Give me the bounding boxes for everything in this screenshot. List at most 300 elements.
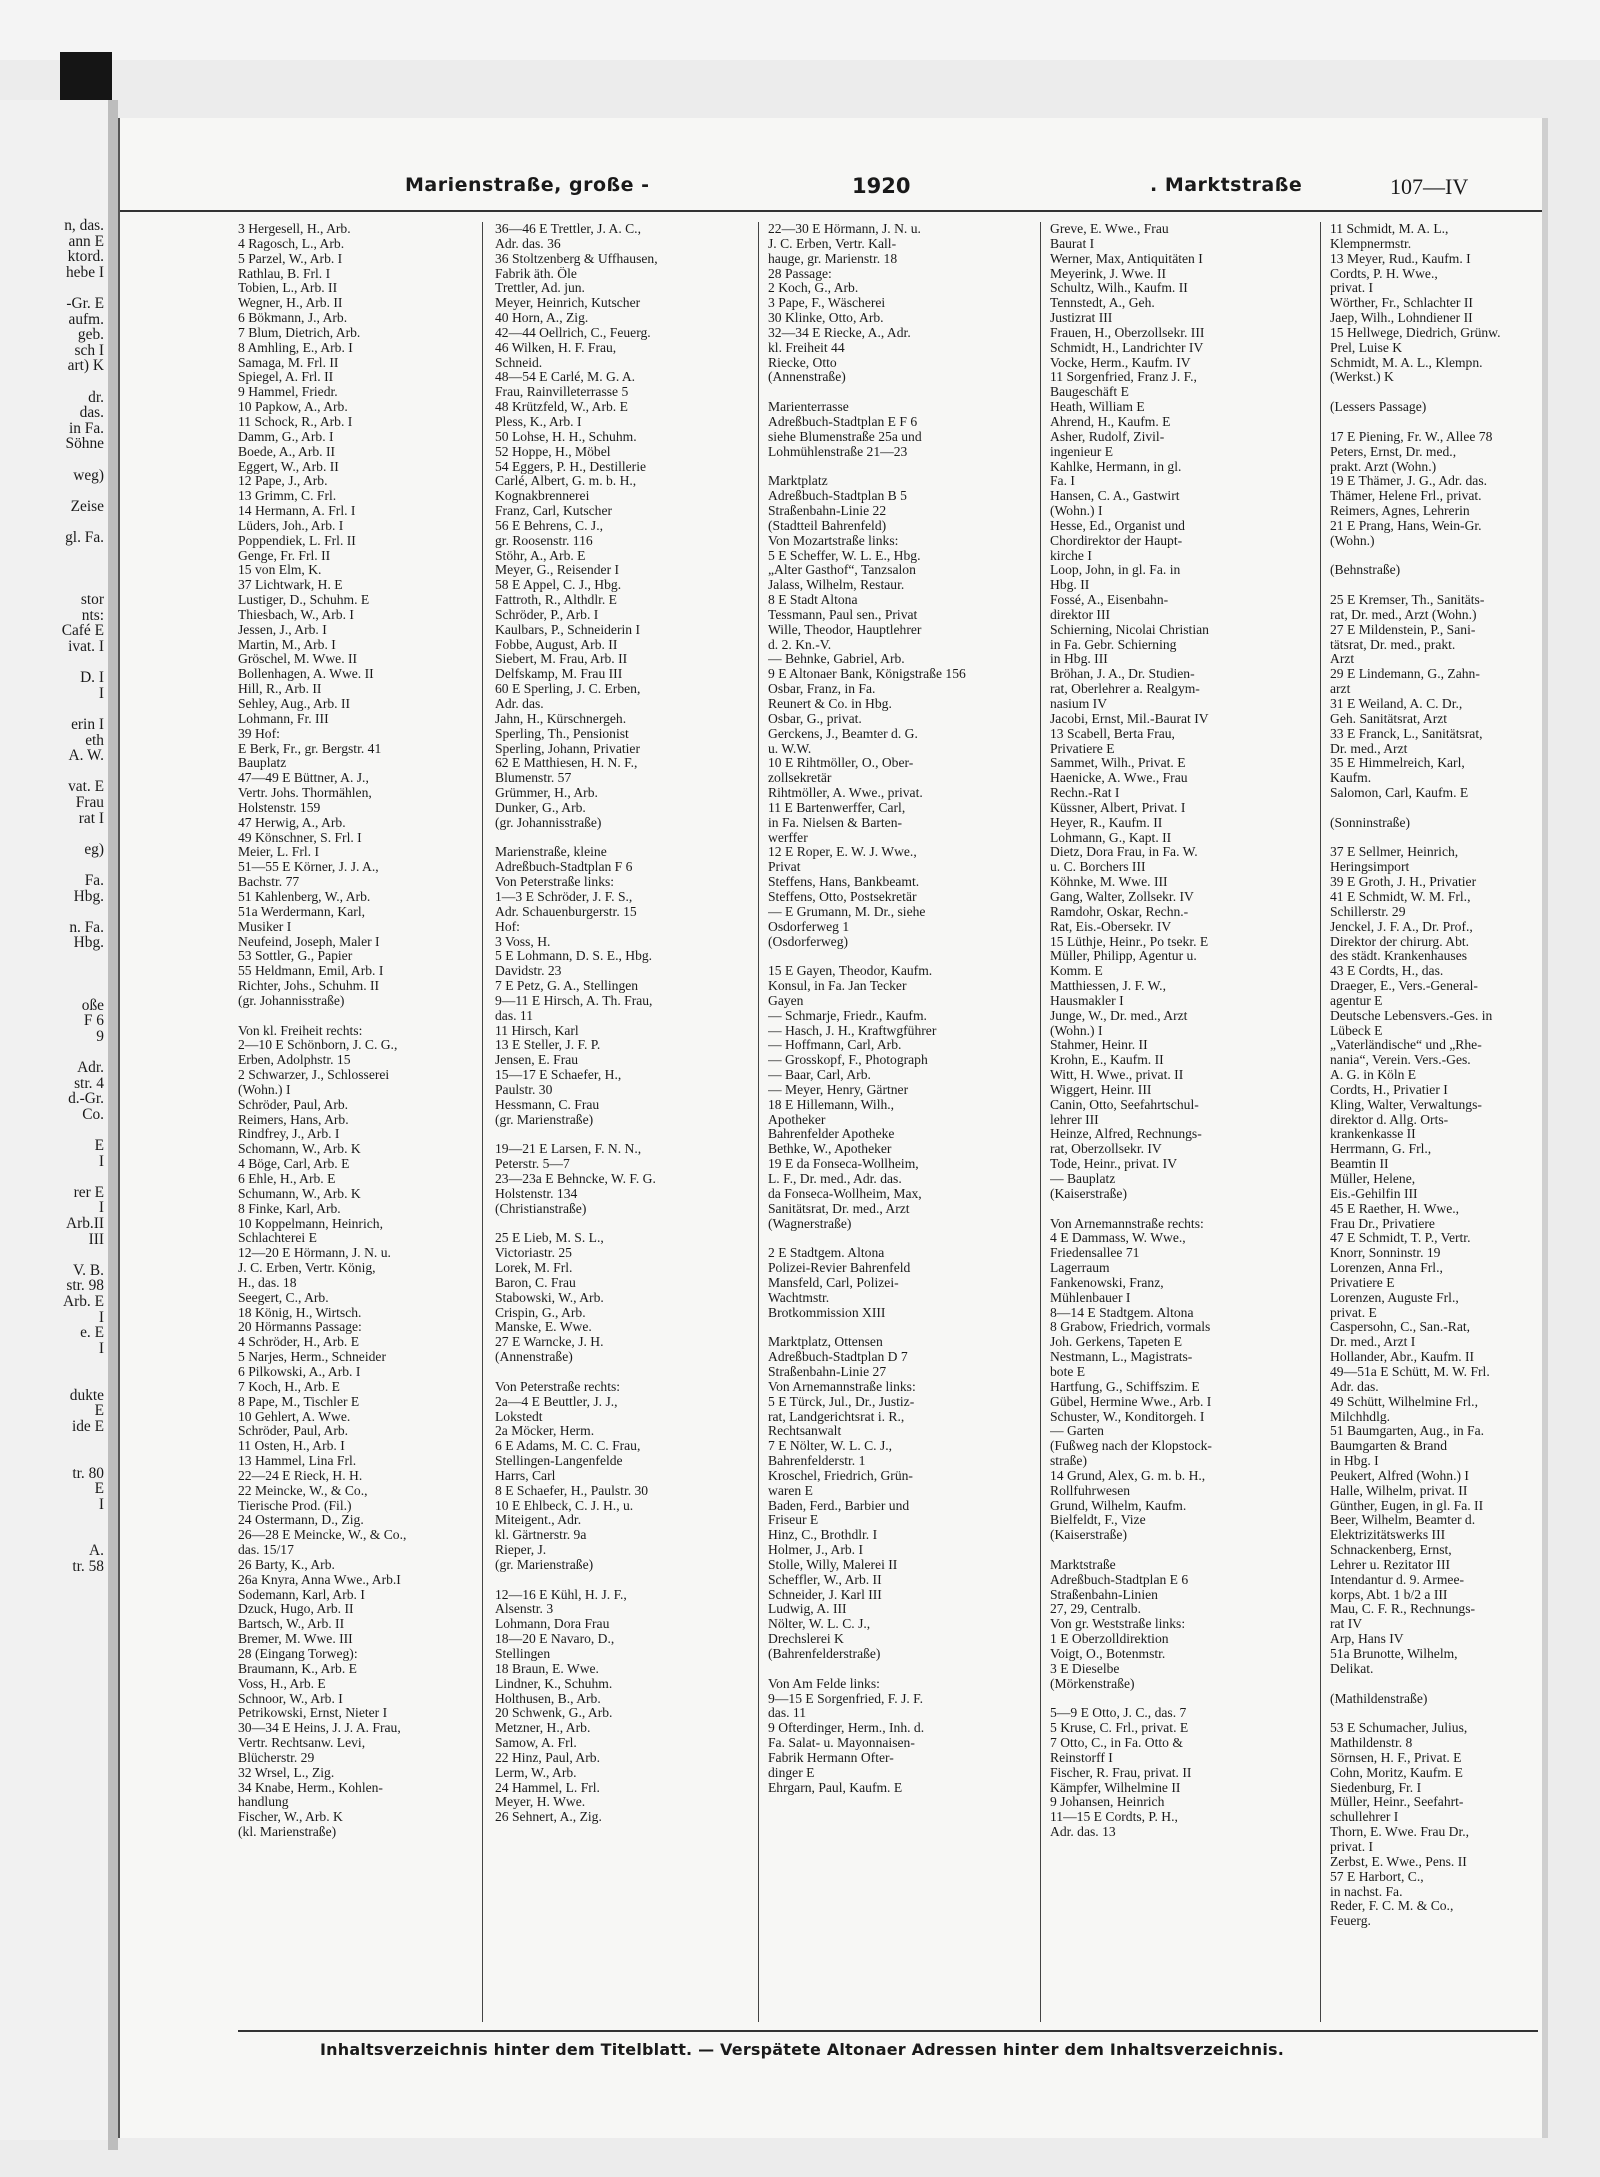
fragment-line: erin I [71, 716, 104, 733]
fragment-line: rat I [78, 809, 104, 827]
directory-line: Samow, A. Frl. [495, 1736, 577, 1751]
directory-line: 49—51a E Schütt, M. W. Frl. [1330, 1364, 1490, 1379]
fragment-line: sch I [74, 341, 104, 359]
directory-line: Friseur E [768, 1513, 819, 1528]
directory-line: Baugeschäft E [1050, 385, 1129, 400]
directory-line: Franz, Carl, Kutscher [495, 504, 613, 519]
fragment-line: Söhne [65, 435, 104, 453]
directory-line: Adreßbuch-Stadtplan D 7 [768, 1350, 908, 1365]
directory-line: da Fonseca-Wollheim, Max, [768, 1186, 922, 1201]
fragment-line [0, 857, 104, 873]
directory-line: 11 Hirsch, Karl [495, 1023, 579, 1038]
directory-line: 8 E Stadt Altona [768, 593, 858, 608]
directory-line: 11 Schock, R., Arb. I [238, 414, 353, 429]
directory-line: Richter, Johs., Schuhm. II [238, 979, 380, 994]
fragment-line: dr. [88, 388, 104, 406]
directory-line: straße) [1050, 1454, 1087, 1469]
directory-line: 27, 29, Centralb. [1050, 1602, 1141, 1617]
directory-line: — Meyer, Henry, Gärtner [768, 1082, 909, 1097]
directory-line: Kaulbars, P., Schneiderin I [495, 622, 640, 637]
directory-line: 9 E Altonaer Bank, Königstraße 156 [768, 667, 966, 682]
directory-line: Adr. Schauenburgerstr. 15 [495, 904, 637, 919]
directory-line: Hollander, Abr., Kaufm. II [1330, 1350, 1475, 1365]
directory-line: Eggert, W., Arb. II [238, 459, 339, 474]
directory-line: 25 E Kremser, Th., Sanitäts- [1330, 593, 1485, 608]
directory-line [1050, 1692, 1312, 1707]
directory-line: (kl. Marienstraße) [238, 1825, 337, 1840]
directory-line: (Mörkenstraße) [1050, 1676, 1135, 1691]
directory-line: Asher, Rudolf, Zivil- [1050, 429, 1165, 444]
directory-line: 36—46 E Trettler, J. A. C., [495, 222, 641, 236]
directory-line: 20 Hörmanns Passage: [238, 1320, 362, 1335]
directory-line: Stellingen-Langenfelde [495, 1454, 623, 1469]
directory-line: dinger E [768, 1765, 815, 1780]
directory-line [1050, 1543, 1312, 1558]
fragment-line [0, 1356, 104, 1372]
directory-line: Stolle, Willy, Malerei II [768, 1557, 898, 1572]
directory-line: 40 Horn, A., Zig. [495, 311, 589, 326]
directory-line: Polizei-Revier Bahrenfeld [768, 1261, 911, 1276]
directory-line: 32—34 E Riecke, A., Adr. [768, 325, 911, 340]
directory-line: 47—49 E Büttner, A. J., [238, 771, 369, 786]
directory-line: Günther, Eugen, in gl. Fa. II [1330, 1498, 1484, 1513]
footer-rule [238, 2030, 1538, 2032]
directory-line: 30 Klinke, Otto, Arb. [768, 311, 884, 326]
directory-line [1330, 801, 1535, 816]
directory-column-2 [495, 222, 750, 2032]
directory-line: 10 E Ehlbeck, C. J. H., u. [495, 1498, 634, 1513]
directory-line: Werner, Max, Antiquitäten I [1050, 251, 1203, 266]
directory-line: Knorr, Sonninstr. 19 [1330, 1246, 1441, 1261]
directory-line: Bachstr. 77 [238, 875, 300, 890]
directory-line: Delikat. [1330, 1661, 1374, 1676]
directory-line: 47 E Schmidt, T. P., Vertr. [1330, 1231, 1471, 1246]
directory-line: Damm, G., Arb. I [238, 429, 334, 444]
fragment-line [0, 1450, 104, 1466]
directory-line: 9 Hammel, Friedr. [238, 385, 338, 400]
directory-line: Bahrenfelder Apotheke [768, 1127, 895, 1142]
directory-line: 13 Scabell, Berta Frau, [1050, 726, 1175, 741]
directory-line: Marktplatz [768, 474, 828, 489]
page-header [120, 174, 1542, 204]
directory-line [1330, 1706, 1535, 1721]
directory-line: Thorn, E. Wwe. Frau Dr., [1330, 1825, 1470, 1840]
directory-line: 26 Sehnert, A., Zig. [495, 1810, 602, 1825]
directory-line: 2 E Stadtgem. Altona [768, 1246, 885, 1261]
directory-line: Von Mozartstraße links: [768, 533, 899, 548]
directory-line: Apotheker [768, 1112, 826, 1127]
directory-line: Hansen, C. A., Gastwirt [1050, 489, 1180, 504]
directory-line: Schmidt, H., Landrichter IV [1050, 340, 1204, 355]
directory-line: 10 E Rihtmöller, O., Ober- [768, 756, 914, 771]
directory-line: Wiggert, Heinr. III [1050, 1082, 1152, 1097]
directory-line: 10 Koppelmann, Heinrich, [238, 1216, 383, 1231]
directory-line: 51 Kahlenberg, W., Arb. [238, 889, 371, 904]
directory-line: Kämpfer, Wilhelmine II [1050, 1780, 1181, 1795]
directory-line: Küssner, Albert, Privat. I [1050, 800, 1186, 815]
directory-line: Drechslerei K [768, 1632, 844, 1647]
directory-line: Tode, Heinr., privat. IV [1050, 1157, 1178, 1172]
directory-line: Hinz, C., Brothdlr. I [768, 1528, 878, 1543]
directory-line: Bahrenfelderstr. 1 [768, 1454, 866, 1469]
directory-line: kirche I [1050, 548, 1092, 563]
directory-line: 20 Schwenk, G., Arb. [495, 1706, 613, 1721]
directory-line [238, 1009, 468, 1024]
directory-line: Heringsimport [1330, 860, 1410, 875]
directory-line: (Behnstraße) [1330, 563, 1401, 578]
fragment-line: E [94, 1402, 104, 1420]
directory-line: Eis.-Gehilfin III [1330, 1186, 1418, 1201]
directory-line: 2—10 E Schönborn, J. C. G., [238, 1038, 398, 1053]
directory-line: Rechn.-Rat I [1050, 786, 1120, 801]
directory-line: Milchhdlg. [1330, 1409, 1391, 1424]
directory-line: Stahmer, Heinr. II [1050, 1038, 1148, 1053]
directory-line: 62 E Matthiesen, H. N. F., [495, 756, 638, 771]
directory-line: Dunker, G., Arb. [495, 800, 586, 815]
directory-line: Fobbe, August, Arb. II [495, 637, 618, 652]
directory-line: Rathlau, B. Frl. I [238, 266, 331, 281]
directory-line: 26a Knyra, Anna Wwe., Arb.I [238, 1572, 401, 1587]
directory-line: Straßenbahn-Linie 27 [768, 1364, 887, 1379]
directory-line: 3 E Dieselbe [1050, 1661, 1120, 1676]
fragment-line [0, 951, 104, 967]
fragment-line: Fa. [84, 871, 104, 889]
directory-line: A. G. in Köln E [1330, 1068, 1417, 1083]
directory-line: (Wohn.) I [1050, 1023, 1103, 1038]
fragment-line: Co. [82, 1105, 104, 1123]
directory-line: Schneider, J. Karl III [768, 1587, 882, 1602]
directory-line: Vertr. Rechtsanw. Levi, [238, 1736, 366, 1751]
directory-line: Stellingen [495, 1647, 551, 1661]
directory-line: Carlé, Albert, G. m. b. H., [495, 474, 637, 489]
directory-line: (gr. Marienstraße) [495, 1557, 594, 1572]
directory-line: 55 Heldmann, Emil, Arb. I [238, 964, 384, 979]
page-number: 107—IV [1390, 174, 1469, 199]
directory-line: Ahrend, H., Kaufm. E [1050, 414, 1171, 429]
directory-line: (Kaiserstraße) [1050, 1186, 1127, 1201]
directory-line: 50 Lohse, H. H., Schuhm. [495, 429, 637, 444]
directory-line: Wachtmstr. [768, 1290, 830, 1305]
directory-line: Lübeck E [1330, 1023, 1383, 1038]
fragment-line [0, 1372, 104, 1388]
directory-line: Dzuck, Hugo, Arb. II [238, 1602, 354, 1617]
directory-line: Reunert & Co. in Hbg. [768, 697, 892, 711]
directory-line: Fabrik Hermann Ofter- [768, 1750, 894, 1765]
directory-line: Poppendiek, L. Frl. II [238, 533, 356, 548]
directory-line: 60 E Sperling, J. C. Erben, [495, 682, 641, 697]
directory-line: Schultz, Wilh., Kaufm. II [1050, 281, 1188, 296]
fragment-line: ktord. [67, 248, 104, 266]
directory-line: Junge, W., Dr. med., Arzt [1050, 1008, 1188, 1023]
directory-line: (Wohn.) I [238, 1082, 291, 1097]
fragment-line: n. Fa. [69, 918, 104, 936]
directory-line [768, 1320, 1033, 1335]
directory-line: Schröder, Paul, Arb. [238, 1424, 349, 1439]
directory-line: Rechtsanwalt [768, 1424, 842, 1439]
directory-line: Hartfung, G., Schiffszim. E [1050, 1379, 1200, 1394]
directory-line: 14 Hermann, A. Frl. I [238, 504, 356, 519]
directory-line: waren E [768, 1483, 813, 1498]
directory-line: 26—28 E Meincke, W., & Co., [238, 1528, 407, 1543]
directory-line: Siebert, M. Frau, Arb. II [495, 652, 628, 667]
directory-line: (Mathildenstraße) [1330, 1691, 1428, 1706]
directory-line: Adr. das. 13 [1050, 1825, 1116, 1840]
directory-line: 2 Koch, G., Arb. [768, 281, 859, 296]
directory-line: in Fa. Gebr. Schierning [1050, 637, 1177, 652]
directory-line: Bartsch, W., Arb. II [238, 1617, 345, 1632]
directory-line: 24 Ostermann, D., Zig. [238, 1513, 364, 1528]
directory-line: Crispin, G., Arb. [495, 1305, 586, 1320]
column-divider [1040, 222, 1041, 2022]
directory-line: Sammet, Wilh., Privat. E [1050, 756, 1186, 771]
directory-line: Privatiere E [1050, 741, 1115, 756]
directory-line: (Fußweg nach der Klopstock- [1050, 1439, 1212, 1454]
directory-line: rat, Dr. med., Arzt (Wohn.) [1330, 607, 1477, 622]
directory-line: Adreßbuch-Stadtplan B 5 [768, 489, 907, 504]
fragment-line [0, 374, 104, 390]
previous-page-edge [0, 100, 111, 2140]
fragment-line [0, 1512, 104, 1528]
directory-line: 52 Hoppe, H., Möbel [495, 444, 611, 459]
directory-line: 41 E Schmidt, W. M. Frl., [1330, 889, 1471, 904]
directory-line: 3 Voss, H. [495, 934, 551, 949]
directory-line: 47 Herwig, A., Arb. [238, 815, 346, 830]
directory-line: — Hoffmann, Carl, Arb. [768, 1038, 902, 1053]
directory-line: nasium IV [1050, 697, 1108, 711]
fragment-line: art) K [67, 357, 104, 375]
directory-line: Blumenstr. 57 [495, 771, 572, 786]
directory-line: Straßenbahn-Linien [1050, 1587, 1158, 1602]
directory-line: Rindfrey, J., Arb. I [238, 1127, 340, 1142]
fragment-line [0, 514, 104, 530]
directory-line: 5 Parzel, W., Arb. I [238, 251, 343, 266]
fragment-line: oße [81, 996, 104, 1014]
directory-line: in Hbg. III [1050, 652, 1108, 667]
directory-line: 30—34 E Heins, J. J. A. Frau, [238, 1721, 401, 1736]
directory-line: 19—21 E Larsen, F. N. N., [495, 1142, 642, 1157]
directory-line: 49 Schütt, Wilhelmine Frl., [1330, 1394, 1478, 1409]
directory-line: Elektrizitätswerks III [1330, 1528, 1446, 1543]
fragment-line: dukte [69, 1386, 104, 1404]
fragment-line: III [88, 1230, 104, 1248]
directory-line: Marktstraße [1050, 1557, 1116, 1572]
directory-line: Kognakbrennerei [495, 489, 590, 504]
fragment-line: tr. 80 [72, 1464, 104, 1482]
directory-line: Ramdohr, Oskar, Rechn.- [1050, 904, 1189, 919]
directory-line: 7 Blum, Dietrich, Arb. [238, 325, 361, 340]
directory-line: Wegner, H., Arb. II [238, 296, 343, 311]
fragment-line: A. W. [68, 747, 104, 765]
directory-line: Pless, K., Arb. I [495, 414, 582, 429]
directory-line: J. C. Erben, Vertr. Kall- [768, 236, 897, 251]
directory-line: kl. Freiheit 44 [768, 340, 845, 355]
directory-line: Lokstedt [495, 1409, 543, 1424]
directory-line: 37 Lichtwark, H. E [238, 578, 343, 593]
directory-line: Sanitätsrat, Dr. med., Arzt [768, 1201, 910, 1216]
directory-line: 39 E Groth, J. H., Privatier [1330, 875, 1477, 890]
directory-line: Gröschel, M. Wwe. II [238, 652, 358, 667]
directory-page [118, 118, 1542, 2138]
directory-line: Straßenbahn-Linie 22 [768, 504, 887, 519]
directory-line: 33 E Franck, L., Sanitätsrat, [1330, 726, 1483, 741]
directory-line: Ludwig, A. III [768, 1602, 847, 1617]
directory-line: 8 Finke, Karl, Arb. [238, 1201, 341, 1216]
directory-line: — Garten [1050, 1424, 1104, 1439]
directory-line: Cohn, Moritz, Kaufm. E [1330, 1765, 1463, 1780]
fragment-line: Hbg. [73, 934, 104, 952]
directory-line: Holmer, J., Arb. I [768, 1543, 863, 1558]
directory-line: (Bahrenfelderstraße) [768, 1647, 881, 1661]
directory-line: Steffens, Hans, Bankbeamt. [768, 875, 920, 890]
fragment-line: Frau [75, 793, 104, 811]
directory-line: 5 Narjes, Herm., Schneider [238, 1350, 386, 1365]
fragment-line: I [98, 1199, 104, 1217]
directory-line: Baden, Ferd., Barbier und [768, 1498, 910, 1513]
directory-line: Kahlke, Hermann, in gl. [1050, 459, 1182, 474]
directory-line: lehrer III [1050, 1112, 1099, 1127]
directory-line: nania“, Verein. Vers.-Ges. [1330, 1053, 1471, 1068]
directory-line: Lorenzen, Anna Frl., [1330, 1261, 1443, 1276]
directory-line: Wörther, Fr., Schlachter II [1330, 296, 1473, 311]
directory-line: 31 E Weiland, A. C. Dr., [1330, 697, 1463, 711]
directory-line: Marienterrasse [768, 400, 849, 415]
directory-line: 10 Papkow, A., Arb. [238, 400, 348, 415]
directory-line: Thämer, Helene Frl., privat. [1330, 489, 1482, 504]
directory-line: 35 E Himmelreich, Karl, [1330, 756, 1465, 771]
directory-line: 27 E Mildenstein, P., Sani- [1330, 622, 1476, 637]
directory-line: Privat [768, 860, 801, 875]
directory-line: 12—20 E Hörmann, J. N. u. [238, 1246, 391, 1261]
directory-line: 3 Hergesell, H., Arb. [238, 222, 351, 236]
directory-line: Müller, Helene, [1330, 1172, 1416, 1186]
directory-line: bote E [1050, 1364, 1086, 1379]
directory-line: 15 von Elm, K. [238, 563, 322, 578]
directory-line: Lagerraum [1050, 1261, 1110, 1276]
directory-line: Delfskamp, M. Frau III [495, 667, 623, 682]
directory-line [1330, 831, 1535, 846]
fragment-line [0, 1122, 104, 1138]
fragment-line: e. E [80, 1324, 104, 1342]
directory-line: 58 E Appel, C. J., Hbg. [495, 578, 622, 593]
directory-line: Marktplatz, Ottensen [768, 1335, 883, 1350]
directory-line: Schneid. [495, 355, 543, 370]
directory-line: direktor III [1050, 607, 1111, 622]
directory-line: Tennstedt, A., Geh. [1050, 296, 1155, 311]
directory-line: 12 E Roper, E. W. J. Wwe., [768, 845, 917, 860]
directory-line: 13 Grimm, C. Frl. [238, 489, 337, 504]
directory-line: Ehrgarn, Paul, Kaufm. E [768, 1780, 903, 1795]
directory-line: 5 E Lohmann, D. S. E., Hbg. [495, 949, 653, 964]
directory-line: 15 Hellwege, Diedrich, Grünw. [1330, 325, 1501, 340]
directory-line: — Behnke, Gabriel, Arb. [768, 652, 905, 667]
directory-line: Schlachterei E [238, 1231, 317, 1246]
directory-line: Vocke, Herm., Kaufm. IV [1050, 355, 1191, 370]
fragment-line: I [98, 1308, 104, 1326]
directory-line: Hessmann, C. Frau [495, 1097, 600, 1112]
directory-line: Samaga, M. Frl. II [238, 355, 339, 370]
directory-line: Petrikowski, Ernst, Nieter I [238, 1706, 388, 1721]
directory-line: (Annenstraße) [495, 1350, 573, 1365]
directory-line [495, 1127, 750, 1142]
directory-line: prakt. Arzt (Wohn.) [1330, 459, 1437, 474]
directory-line: 53 Sottler, G., Papier [238, 949, 353, 964]
directory-line: Kroschel, Friedrich, Grün- [768, 1468, 913, 1483]
directory-line: Von Am Felde links: [768, 1676, 880, 1691]
directory-line [1330, 385, 1535, 400]
directory-line: Kling, Walter, Verwaltungs- [1330, 1097, 1482, 1112]
directory-line: Deutsche Lebensvers.-Ges. in [1330, 1008, 1493, 1023]
directory-line: Harrs, Carl [495, 1468, 556, 1483]
directory-line: das. 11 [495, 1008, 534, 1023]
directory-line: Jenckel, J. F. A., Dr. Prof., [1330, 919, 1473, 934]
directory-line: 6 E Adams, M. C. C. Frau, [495, 1439, 641, 1454]
directory-line: 18—20 E Navaro, D., [495, 1632, 615, 1647]
directory-line: Holstenstr. 134 [495, 1186, 578, 1201]
fragment-line: I [98, 1495, 104, 1513]
directory-line: Mathildenstr. 8 [1330, 1736, 1413, 1751]
directory-line [495, 831, 750, 846]
directory-line: Jahn, H., Kürschnergeh. [495, 711, 627, 726]
directory-line: 34 Knabe, Herm., Kohlen- [238, 1780, 383, 1795]
directory-line: 10 Gehlert, A. Wwe. [238, 1409, 351, 1424]
directory-line: 49 Könschner, S. Frl. I [238, 830, 362, 845]
directory-line: 46 Wilken, H. F. Frau, [495, 340, 617, 355]
directory-line: Krohn, E., Kaufm. II [1050, 1053, 1164, 1068]
directory-line: Spiegel, A. Frl. II [238, 370, 334, 385]
directory-line: 54 Eggers, P. H., Destillerie [495, 459, 647, 474]
directory-line: handlung [238, 1795, 289, 1810]
directory-line: Steffens, Otto, Postsekretär [768, 889, 917, 904]
directory-line: Manske, E. Wwe. [495, 1320, 592, 1335]
directory-line: Dietz, Dora Frau, in Fa. W. [1050, 845, 1198, 860]
directory-line: 8—14 E Stadtgem. Altona [1050, 1305, 1194, 1320]
directory-line: das. 15/17 [238, 1543, 294, 1558]
directory-line: — Schmarje, Friedr., Kaufm. [768, 1008, 927, 1023]
directory-line: Adr. das. [495, 697, 544, 711]
fragment-line: Café E [61, 622, 104, 640]
directory-line: Scheffler, W., Arb. II [768, 1572, 882, 1587]
directory-line: 8 Grabow, Friedrich, vormals [1050, 1320, 1211, 1335]
directory-line: Fischer, W., Arb. K [238, 1810, 343, 1825]
fragment-line: hebe I [65, 263, 104, 281]
directory-line: Reimers, Agnes, Lehrerin [1330, 504, 1470, 519]
directory-line: 24 Hammel, L. Frl. [495, 1780, 600, 1795]
directory-line: Zerbst, E. Wwe., Pens. II [1330, 1854, 1467, 1869]
directory-line: Baron, C. Frau [495, 1275, 576, 1290]
directory-line: — Bauplatz [1050, 1172, 1116, 1186]
directory-line: Reimers, Hans, Arb. [238, 1112, 349, 1127]
directory-line: 11—15 E Cordts, P. H., [1050, 1810, 1178, 1825]
directory-column-5 [1330, 222, 1535, 2032]
directory-line: 25 E Lieb, M. S. L., [495, 1231, 604, 1246]
directory-line: Fa. Salat- u. Mayonnaisen- [768, 1736, 915, 1751]
directory-line: 53 E Schumacher, Julius, [1330, 1721, 1468, 1736]
directory-line: Rieper, J. [495, 1543, 547, 1558]
fragment-line: geb. [77, 326, 104, 344]
directory-line: Caspersohn, C., San.-Rat, [1330, 1320, 1471, 1335]
directory-column-3 [768, 222, 1033, 2032]
fragment-line [0, 655, 104, 671]
fragment-line [0, 280, 104, 296]
directory-line: Adreßbuch-Stadtplan E 6 [1050, 1572, 1189, 1587]
fragment-line: ide E [71, 1417, 104, 1435]
directory-line: Reinstorff I [1050, 1750, 1113, 1765]
directory-line: Schumann, W., Arb. K [238, 1186, 361, 1201]
directory-line: 21 E Prang, Hans, Wein-Gr. [1330, 518, 1482, 533]
directory-line: 7 E Nölter, W. L. C. J., [768, 1439, 893, 1454]
fragment-line: stor [80, 591, 104, 609]
directory-line: Lehrer u. Rezitator III [1330, 1557, 1451, 1572]
